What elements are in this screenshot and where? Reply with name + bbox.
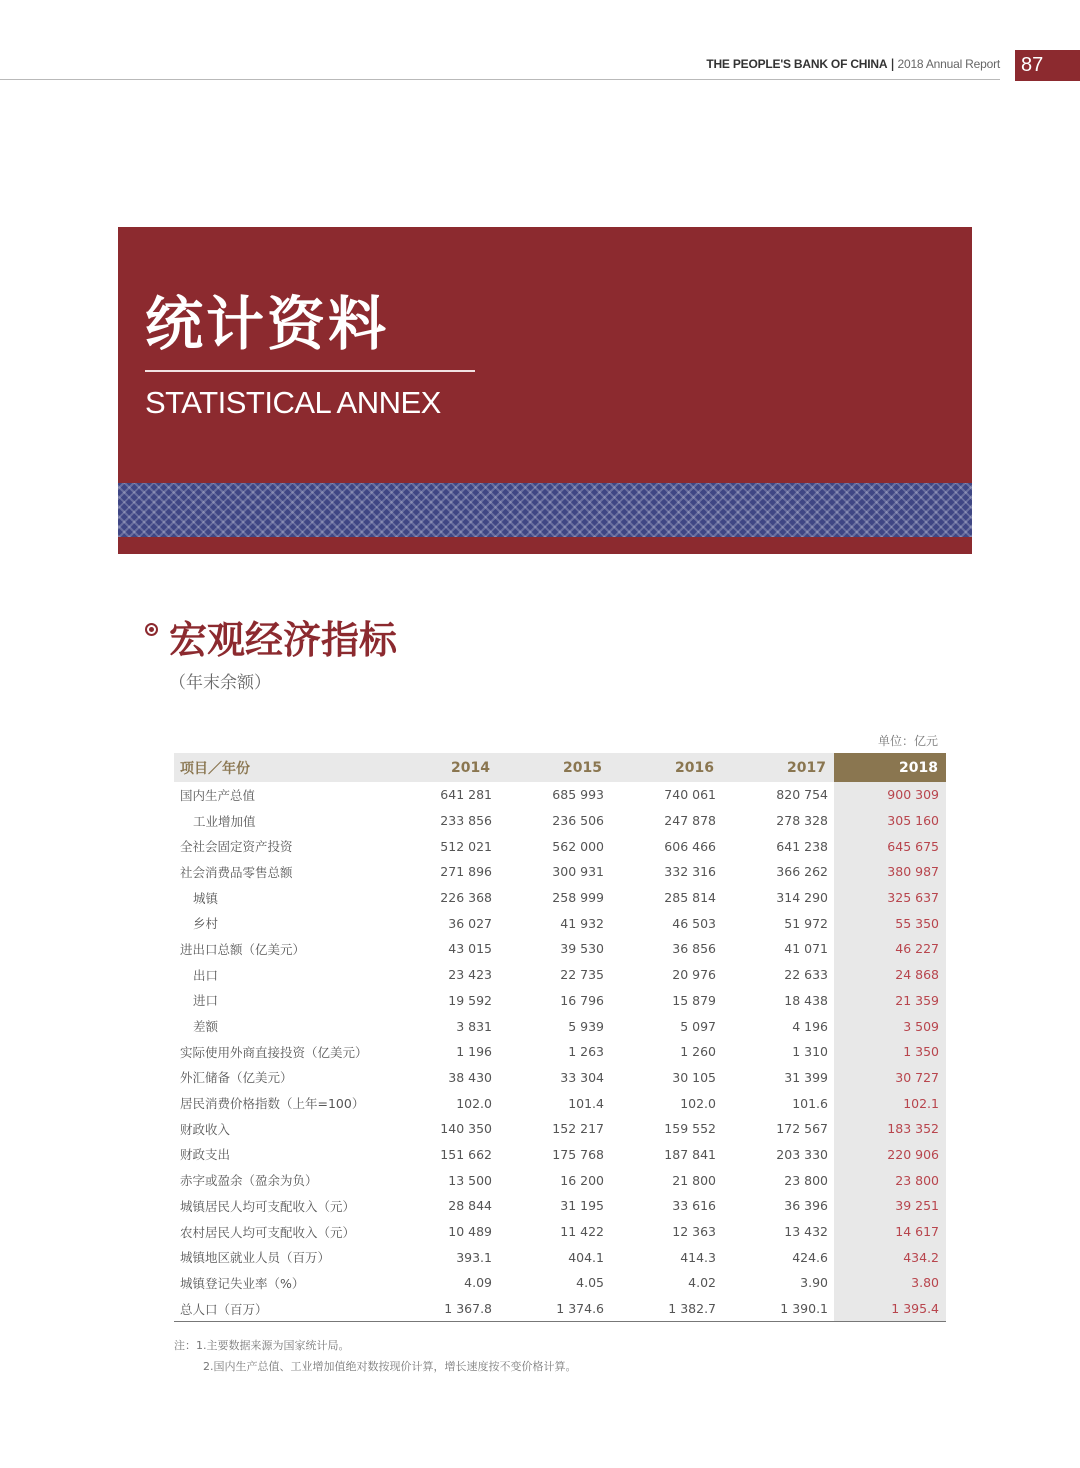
cell-value: 512 021 (440, 838, 492, 854)
cell-value: 4.02 (688, 1275, 716, 1291)
cell-value: 1 196 (456, 1044, 492, 1060)
row-label: 差额 (193, 1019, 219, 1035)
cell-value: 51 972 (784, 915, 828, 931)
cell-value-highlight: 434.2 (834, 1244, 946, 1270)
cell-value: 258 999 (552, 890, 604, 906)
section-banner (118, 227, 972, 554)
cell-value: 404.1 (568, 1249, 604, 1265)
cell-value: 233 856 (440, 813, 492, 829)
banner-title-cn: 统计资料 (145, 290, 390, 358)
cell-value: 20 976 (672, 967, 716, 983)
page-number: 87 (1015, 50, 1080, 81)
decorative-pattern-band (118, 483, 972, 537)
cell-value: 236 506 (552, 813, 604, 829)
cell-value: 1 367.8 (372, 1296, 498, 1322)
row-label: 进出口总额（亿美元） (180, 941, 306, 957)
cell-value: 1 390.1 (722, 1296, 834, 1322)
table-row (174, 1270, 946, 1296)
cell-value: 606 466 (664, 838, 716, 854)
column-header-year: 2014 (372, 753, 498, 782)
unit-label: 单位：亿元 (877, 734, 938, 748)
table-row (174, 910, 946, 936)
cell-value: 18 438 (784, 992, 828, 1008)
column-header-year: 2017 (722, 753, 834, 782)
cell-value-highlight: 3 509 (834, 1013, 946, 1039)
row-label: 财政收入 (180, 1121, 231, 1137)
cell-value: 22 633 (784, 967, 828, 983)
cell-value: 152 217 (552, 1121, 604, 1137)
table-row (174, 936, 946, 962)
cell-value: 23 423 (448, 967, 492, 983)
cell-value: 562 000 (552, 838, 604, 854)
table-row (174, 1244, 946, 1270)
section-subtitle: （年末余额） (169, 673, 271, 693)
cell-value: 4.09 (464, 1275, 492, 1291)
cell-value: 36 396 (784, 1198, 828, 1214)
cell-value: 740 061 (664, 787, 716, 803)
macro-indicators-table (174, 753, 946, 1322)
cell-value: 33 616 (672, 1198, 716, 1214)
running-header (706, 57, 1000, 71)
cell-value: 1 374.6 (498, 1296, 610, 1322)
cell-value: 12 363 (672, 1224, 716, 1240)
cell-value: 5 097 (680, 1018, 716, 1034)
header-separator: | (890, 57, 895, 71)
cell-value: 641 238 (776, 838, 828, 854)
row-label: 乡村 (193, 916, 219, 932)
cell-value-highlight: 30 727 (834, 1065, 946, 1091)
row-label: 农村居民人均可支配收入（元） (180, 1224, 356, 1240)
row-label: 外汇储备（亿美元） (180, 1070, 293, 1086)
cell-value-highlight: 102.1 (834, 1090, 946, 1116)
row-label: 城镇地区就业人员（百万） (180, 1250, 331, 1266)
cell-value-highlight: 1 395.4 (834, 1296, 946, 1322)
column-header-year-highlight: 2018 (834, 753, 946, 782)
cell-value: 36 027 (448, 915, 492, 931)
cell-value-highlight: 14 617 (834, 1219, 946, 1245)
cell-value: 820 754 (776, 787, 828, 803)
cell-value: 314 290 (776, 890, 828, 906)
cell-value: 203 330 (776, 1146, 828, 1162)
table-row (174, 1219, 946, 1245)
row-label: 财政支出 (180, 1147, 231, 1163)
cell-value: 102.0 (680, 1095, 716, 1111)
table-row (174, 1167, 946, 1193)
report-name: 2018 Annual Report (897, 57, 1000, 71)
row-label: 城镇 (193, 890, 219, 906)
cell-value: 1 263 (568, 1044, 604, 1060)
cell-value-highlight: 325 637 (834, 885, 946, 911)
table-row (174, 1039, 946, 1065)
row-label: 赤字或盈余（盈余为负） (180, 1173, 318, 1189)
row-label: 工业增加值 (193, 813, 256, 829)
cell-value: 23 800 (784, 1172, 828, 1188)
cell-value-highlight: 183 352 (834, 1116, 946, 1142)
cell-value-highlight: 55 350 (834, 910, 946, 936)
cell-value: 4 196 (792, 1018, 828, 1034)
banner-title-en: STATISTICAL ANNEX (145, 385, 441, 420)
cell-value: 43 015 (448, 941, 492, 957)
cell-value: 140 350 (440, 1121, 492, 1137)
bank-name: THE PEOPLE'S BANK OF CHINA (706, 57, 888, 71)
cell-value: 11 422 (560, 1224, 604, 1240)
row-label: 出口 (193, 967, 219, 983)
banner-divider (145, 370, 475, 372)
cell-value: 13 432 (784, 1224, 828, 1240)
cell-value: 4.05 (576, 1275, 604, 1291)
row-label: 城镇居民人均可支配收入（元） (180, 1198, 356, 1214)
cell-value: 31 195 (560, 1198, 604, 1214)
column-header-item: 项目／年份 (174, 753, 372, 782)
cell-value: 226 368 (440, 890, 492, 906)
cell-value: 33 304 (560, 1069, 604, 1085)
cell-value: 41 932 (560, 915, 604, 931)
cell-value-highlight: 1 350 (834, 1039, 946, 1065)
cell-value: 31 399 (784, 1069, 828, 1085)
cell-value: 393.1 (456, 1249, 492, 1265)
cell-value: 641 281 (440, 787, 492, 803)
row-label: 国内生产总值 (180, 787, 256, 803)
row-label: 居民消费价格指数（上年=100） (180, 1096, 365, 1112)
cell-value: 414.3 (680, 1249, 716, 1265)
cell-value: 685 993 (552, 787, 604, 803)
cell-value: 3 831 (456, 1018, 492, 1034)
cell-value: 19 592 (448, 992, 492, 1008)
row-label: 进口 (193, 993, 219, 1009)
header-rule (0, 79, 1000, 80)
table-row (174, 1090, 946, 1116)
cell-value: 10 489 (448, 1224, 492, 1240)
cell-value-highlight: 305 160 (834, 808, 946, 834)
cell-value-highlight: 24 868 (834, 962, 946, 988)
cell-value: 39 530 (560, 941, 604, 957)
table-row (174, 808, 946, 834)
row-label: 总人口（百万） (174, 1296, 372, 1322)
cell-value: 38 430 (448, 1069, 492, 1085)
cell-value-highlight: 46 227 (834, 936, 946, 962)
cell-value: 151 662 (440, 1146, 492, 1162)
table-row (174, 1193, 946, 1219)
cell-value: 101.4 (568, 1095, 604, 1111)
cell-value: 15 879 (672, 992, 716, 1008)
cell-value: 172 567 (776, 1121, 828, 1137)
table-row (174, 782, 946, 808)
table-row (174, 988, 946, 1014)
row-label: 社会消费品零售总额 (180, 864, 293, 880)
cell-value: 36 856 (672, 941, 716, 957)
footnote-2: 2.国内生产总值、工业增加值绝对数按现价计算，增长速度按不变价格计算。 (203, 1360, 577, 1373)
footnote-1: 注：1.主要数据来源为国家统计局。 (174, 1339, 350, 1352)
row-label: 实际使用外商直接投资（亿美元） (180, 1044, 368, 1060)
cell-value: 271 896 (440, 864, 492, 880)
cell-value: 159 552 (664, 1121, 716, 1137)
cell-value: 101.6 (792, 1095, 828, 1111)
cell-value-highlight: 39 251 (834, 1193, 946, 1219)
cell-value: 13 500 (448, 1172, 492, 1188)
section-title: 宏观经济指标 (169, 618, 398, 662)
cell-value: 175 768 (552, 1146, 604, 1162)
cell-value-highlight: 380 987 (834, 859, 946, 885)
cell-value: 102.0 (456, 1095, 492, 1111)
cell-value: 1 310 (792, 1044, 828, 1060)
cell-value: 366 262 (776, 864, 828, 880)
cell-value: 285 814 (664, 890, 716, 906)
cell-value: 16 796 (560, 992, 604, 1008)
table-row (174, 1065, 946, 1091)
table-row (174, 833, 946, 859)
cell-value: 300 931 (552, 864, 604, 880)
table-header-row (174, 753, 946, 782)
cell-value: 28 844 (448, 1198, 492, 1214)
cell-value: 16 200 (560, 1172, 604, 1188)
cell-value: 278 328 (776, 813, 828, 829)
column-header-year: 2016 (610, 753, 722, 782)
cell-value: 22 735 (560, 967, 604, 983)
table-row (174, 962, 946, 988)
footnotes (174, 1335, 577, 1377)
cell-value: 1 382.7 (610, 1296, 722, 1322)
cell-value-highlight: 23 800 (834, 1167, 946, 1193)
table-row (174, 1142, 946, 1168)
table-row (174, 1116, 946, 1142)
table-row (174, 885, 946, 911)
cell-value: 30 105 (672, 1069, 716, 1085)
bullet-circle-icon (145, 623, 158, 636)
row-label: 全社会固定资产投资 (180, 839, 293, 855)
cell-value: 3.90 (800, 1275, 828, 1291)
table-row (174, 859, 946, 885)
table-row (174, 1013, 946, 1039)
cell-value-highlight: 645 675 (834, 833, 946, 859)
cell-value-highlight: 21 359 (834, 988, 946, 1014)
cell-value: 41 071 (784, 941, 828, 957)
cell-value: 332 316 (664, 864, 716, 880)
cell-value: 46 503 (672, 915, 716, 931)
cell-value-highlight: 900 309 (834, 782, 946, 808)
cell-value: 187 841 (664, 1146, 716, 1162)
cell-value: 1 260 (680, 1044, 716, 1060)
column-header-year: 2015 (498, 753, 610, 782)
table-row (174, 1296, 946, 1322)
cell-value: 21 800 (672, 1172, 716, 1188)
cell-value: 424.6 (792, 1249, 828, 1265)
cell-value: 247 878 (664, 813, 716, 829)
cell-value: 5 939 (568, 1018, 604, 1034)
cell-value-highlight: 3.80 (834, 1270, 946, 1296)
cell-value-highlight: 220 906 (834, 1142, 946, 1168)
row-label: 城镇登记失业率（%） (180, 1275, 305, 1291)
